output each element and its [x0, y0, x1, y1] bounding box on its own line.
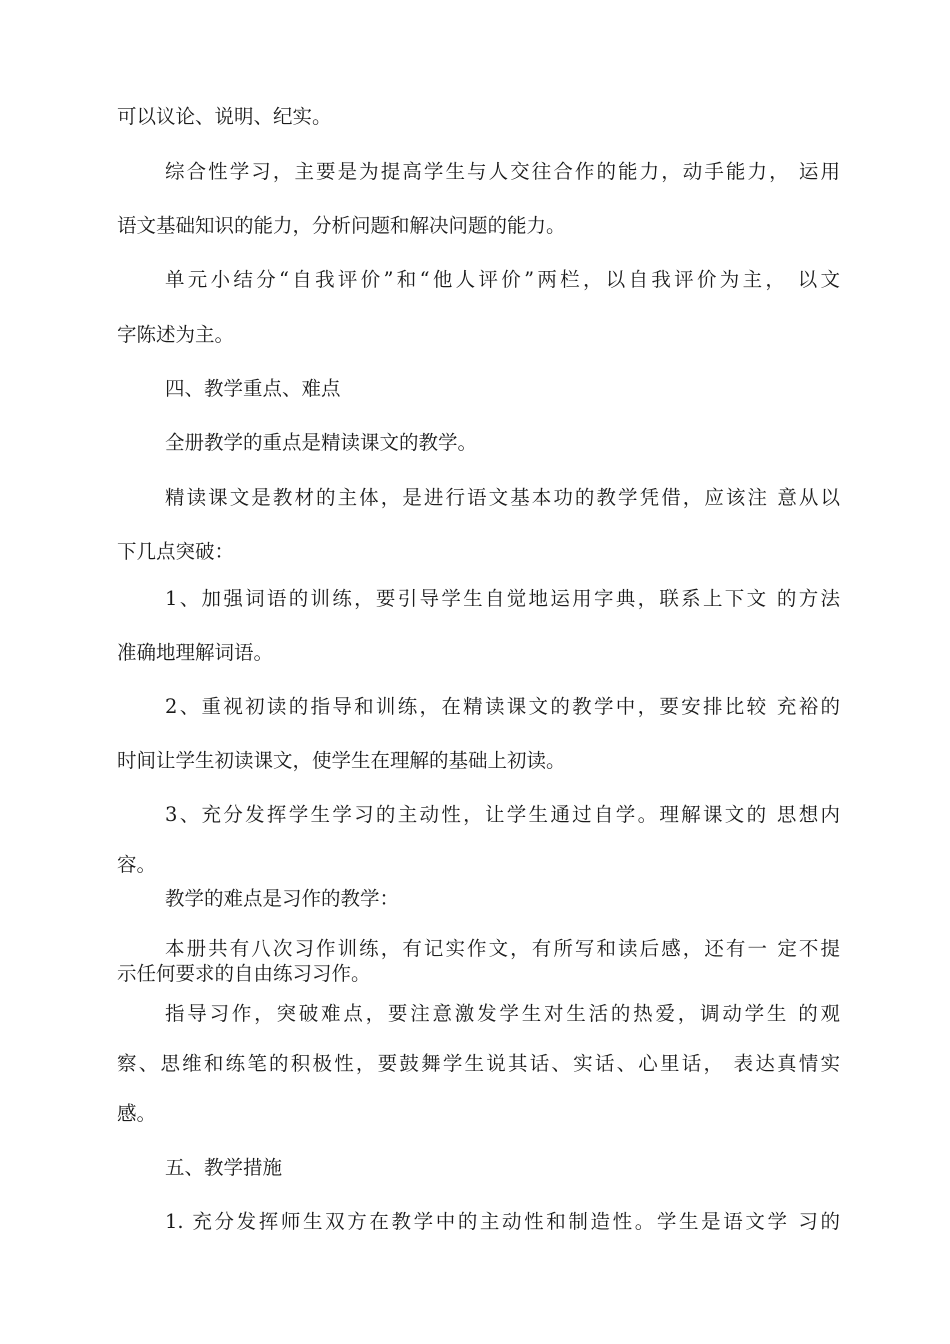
section-heading-key-points: 四、教学重点、难点: [165, 377, 341, 400]
text-line: 准确地理解词语。: [117, 641, 274, 664]
text-line: 感。: [117, 1102, 157, 1125]
text-line: 察、思维和练笔的积极性，要鼓舞学生说其话、实话、心里话， 表达真情实: [117, 1052, 840, 1075]
paragraph-unit-summary: 单元小结分“自我评价”和“他人评价”两栏，以自我评价为主， 以文: [165, 268, 840, 291]
paragraph-composition-training: 本册共有八次习作训练，有记实作文，有所写和读后感，还有一 定不提: [165, 937, 840, 960]
paragraph-measure-1: 1. 充分发挥师生双方在教学中的主动性和制造性。学生是语文学 习的: [165, 1210, 840, 1233]
paragraph-comprehensive-learning: 综合性学习，主要是为提高学生与人交往合作的能力，动手能力， 运用: [165, 160, 840, 183]
list-item-3: 3、充分发挥学生学习的主动性，让学生通过自学。理解课文的 思想内: [165, 803, 840, 826]
list-item-2: 2、重视初读的指导和训练，在精读课文的教学中，要安排比较 充裕的: [165, 695, 840, 718]
paragraph-key-point: 全册教学的重点是精读课文的教学。: [165, 431, 478, 454]
paragraph-intensive-reading: 精读课文是教材的主体，是进行语文基本功的教学凭借，应该注 意从以: [165, 486, 840, 509]
paragraph-difficulty: 教学的难点是习作的教学：: [165, 887, 400, 910]
text-line-continuation: 可以议论、说明、纪实。: [117, 105, 332, 128]
text-line: 下几点突破：: [117, 540, 235, 563]
text-line: 时间让学生初读课文，使学生在理解的基础上初读。: [117, 749, 566, 772]
text-line: 字陈述为主。: [117, 323, 235, 346]
list-item-1: 1、加强词语的训练，要引导学生自觉地运用字典，联系上下文 的方法: [165, 587, 840, 610]
text-line: 语文基础知识的能力，分析问题和解决问题的能力。: [117, 214, 566, 237]
paragraph-guidance: 指导习作，突破难点，要注意激发学生对生活的热爱，调动学生 的观: [165, 1002, 840, 1025]
section-heading-measures: 五、教学措施: [165, 1156, 283, 1179]
text-line: 容。: [117, 853, 157, 876]
text-line: 示任何要求的自由练习习作。: [117, 962, 371, 985]
